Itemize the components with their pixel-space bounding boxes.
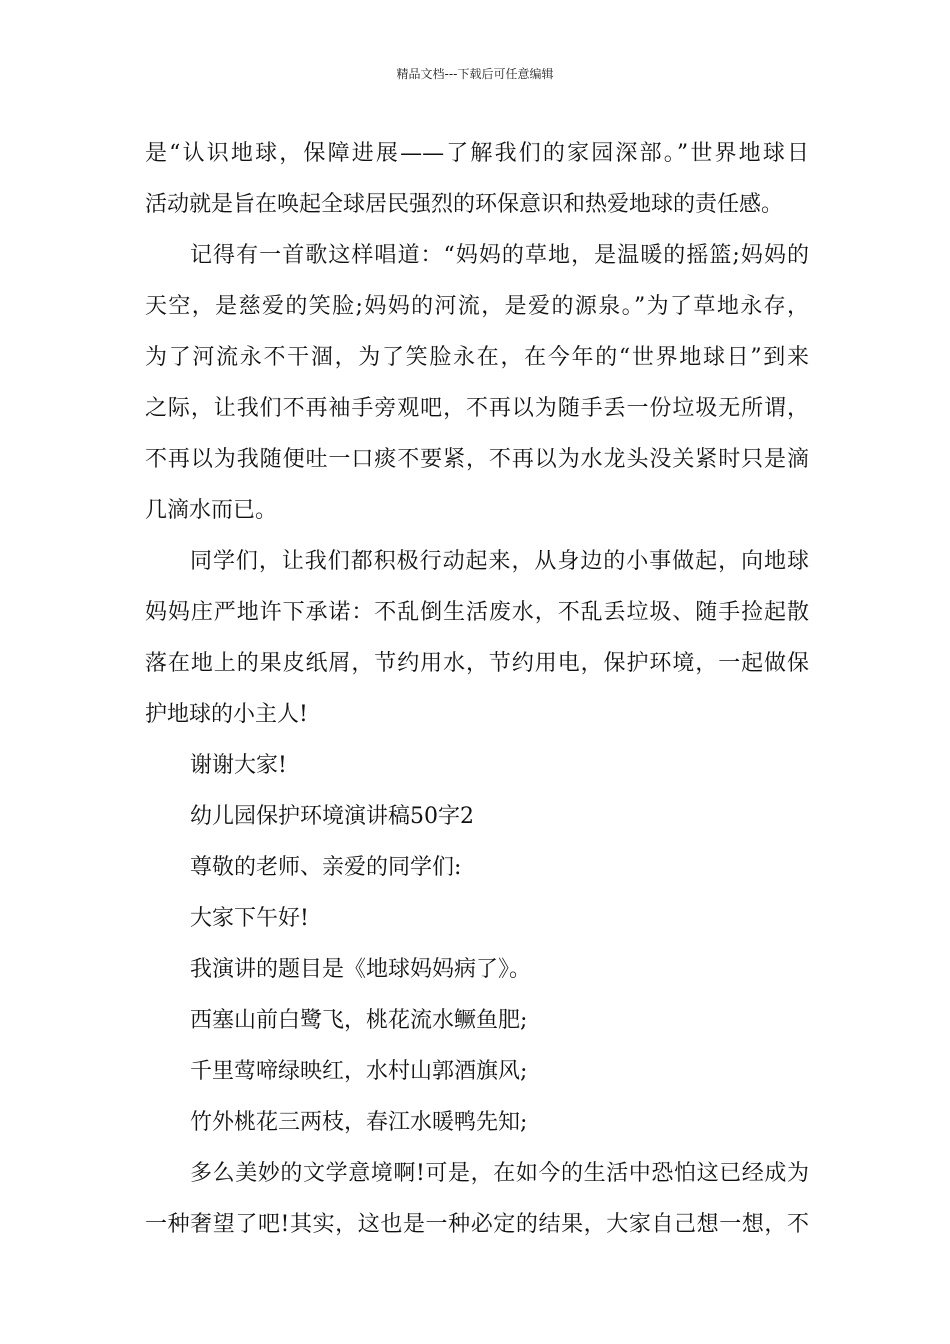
document-body [145, 128, 809, 1250]
text-line: 是“认识地球，保障进展——了解我们的家园深部。”世界地球日 [145, 141, 809, 166]
text-line: 记得有一首歌这样唱道：“妈妈的草地，是温暖的摇篮;妈妈的 [190, 243, 809, 268]
text-line: 西塞山前白鹭飞，桃花流水鳜鱼肥; [190, 1008, 528, 1033]
text-line: 同学们，让我们都积极行动起来，从身边的小事做起，向地球 [190, 549, 809, 574]
text-line: 多么美妙的文学意境啊!可是，在如今的生活中恐怕这已经成为 [190, 1161, 809, 1186]
text-line: 护地球的小主人! [145, 702, 308, 727]
text-line: 幼儿园保护环境演讲稿50字2 [190, 804, 474, 829]
text-line: 天空，是慈爱的笑脸;妈妈的河流，是爱的源泉。”为了草地永存， [145, 294, 809, 319]
text-line: 妈妈庄严地许下承诺：不乱倒生活废水，不乱丢垃圾、随手捡起散 [145, 600, 809, 625]
page-header: 精品文档---下载后可任意编辑 [396, 67, 554, 81]
text-line: 大家下午好! [190, 906, 309, 931]
text-line: 活动就是旨在唤起全球居民强烈的环保意识和热爱地球的责任感。 [145, 192, 784, 217]
text-line: 谢谢大家! [190, 753, 287, 778]
text-line: 落在地上的果皮纸屑，节约用水，节约用电，保护环境，一起做保 [145, 651, 809, 676]
text-line: 为了河流永不干涸，为了笑脸永在，在今年的“世界地球日”到来 [145, 345, 809, 370]
text-line: 之际，让我们不再袖手旁观吧，不再以为随手丢一份垃圾无所谓， [145, 396, 809, 421]
text-line: 不再以为我随便吐一口痰不要紧，不再以为水龙头没关紧时只是滴 [145, 447, 809, 472]
text-line: 我演讲的题目是《地球妈妈病了》。 [190, 957, 532, 982]
text-line: 千里莺啼绿映红，水村山郭酒旗风; [190, 1059, 528, 1084]
text-line: 竹外桃花三两枝，春江水暖鸭先知; [190, 1110, 528, 1135]
text-line: 几滴水而已。 [145, 498, 278, 523]
text-line: 尊敬的老师、亲爱的同学们: [190, 855, 462, 880]
text-line: 一种奢望了吧!其实，这也是一种必定的结果，大家自己想一想，不 [145, 1212, 809, 1237]
